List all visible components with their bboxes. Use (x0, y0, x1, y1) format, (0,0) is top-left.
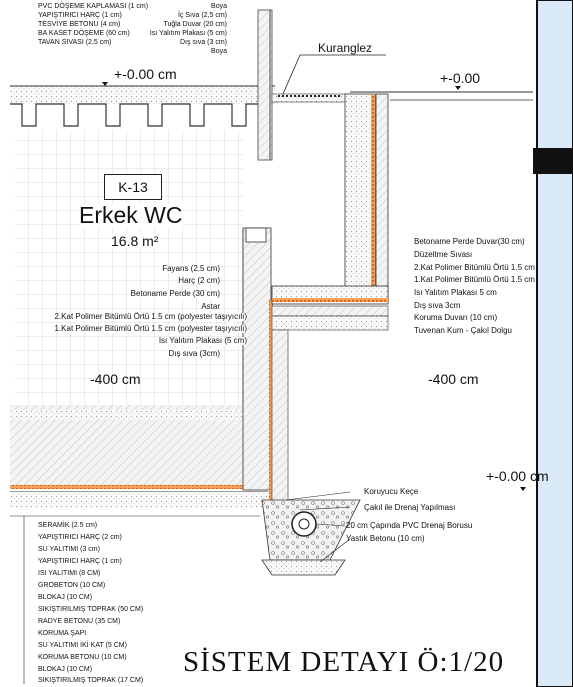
wall-right-note: 1.Kat Polimer Bitümlü Örtü 1.5 cm (414, 275, 535, 284)
floor-note: SERAMİK (2.5 cm) (38, 522, 98, 529)
drain-note: Çakıl ile Drenaj Yapılması (364, 503, 456, 512)
floor-note: ISI YALITIMI (8 CM) (38, 570, 101, 577)
top-right-note: Dış sıva (3 cm) (179, 39, 227, 46)
top-left-note: YAPIŞTIRICI HARÇ (1 cm) (38, 12, 122, 19)
level-mid-right: -400 cm (428, 371, 479, 387)
floor-note: BLOKAJ (10 CM) (38, 666, 93, 673)
top-left-note: TESVİYE BETONU (4 cm) (38, 21, 121, 28)
top-left-note: BA KASET DÖŞEME (60 cm) (38, 30, 130, 37)
floor-note: KORUMA ŞAPI (38, 630, 87, 637)
top-left-note: TAVAN SIVASI (2,5 cm) (38, 39, 112, 46)
wall-left-note: 1.Kat Polimer Bitümlü Örtü 1.5 cm (polyester taşıyıcılı) (54, 324, 247, 333)
floor-note: SIKIŞTIRILMIŞ TOPRAK (50 CM) (38, 606, 144, 613)
floor-note: SIKIŞTIRILMIŞ TOPRAK (17 CM) (38, 677, 144, 684)
wall-left-note: Fayans (2.5 cm) (162, 264, 220, 273)
floor-note: SU YALITIMI (3 cm) (38, 546, 100, 553)
top-right-note: Tuğla Duvar (20 cm) (163, 21, 227, 28)
level-top-left: +-0.00 cm (114, 66, 177, 82)
floor-note: KORUMA BETONU (10 CM) (38, 654, 127, 661)
top-right-note: Boya (211, 3, 227, 10)
drawing-title: SİSTEM DETAYI Ö:1/20 (183, 646, 505, 678)
floor-note: YAPIŞTIRICI HARÇ (1 cm) (38, 558, 122, 565)
wall-right-note: Koruma Duvarı (10 cm) (414, 313, 498, 322)
wall-left-note: Dış sıva (3cm) (168, 349, 220, 358)
floor-note: GROBETON (10 CM) (38, 582, 106, 589)
wall-left-note: Isı Yalıtım Plakası (5 cm) (158, 336, 247, 345)
wall-left-note: Harç (2 cm) (178, 276, 220, 285)
wall-left-note: 2.Kat Polimer Bitümlü Örtü 1.5 cm (polyester taşıyıcılı) (54, 312, 247, 321)
floor-note: RADYE BETONU (35 CM) (38, 618, 121, 625)
top-right-note: İç Sıva (2,5 cm) (177, 12, 227, 19)
wall-right-note: Betoname Perde Duvar(30 cm) (414, 237, 525, 246)
top-right-note: Isı Yalıtım Plakası (5 cm) (149, 30, 227, 37)
drain-note: 20 cm Çapında PVC Drenaj Borusu (346, 521, 473, 530)
room-name: Erkek WC (79, 202, 183, 228)
floor-note: SU YALITIMI İKİ KAT (5 CM) (38, 642, 127, 649)
floor-note: BLOKAJ (10 CM) (38, 594, 93, 601)
wall-right-note: Isı Yalıtım Plakası 5 cm (414, 288, 497, 297)
wall-right-note: Dış sıva 3cm (414, 301, 461, 310)
top-right-note: Boya (211, 48, 227, 55)
room-area: 16.8 m² (111, 233, 159, 249)
drain-note: Yastık Betonu (10 cm) (346, 534, 425, 543)
wall-left-note: Betoname Perde (30 cm) (130, 289, 220, 298)
floor-note: YAPIŞTIRICI HARÇ (2 cm) (38, 534, 122, 541)
wall-right-note: 2.Kat Polimer Bitümlü Örtü 1.5 cm (414, 263, 535, 272)
level-mid-left: -400 cm (90, 371, 141, 387)
wall-right-note: Düzeltme Sıvası (414, 250, 473, 259)
drain-note: Koruyucu Keçe (364, 487, 419, 496)
room-code: K-13 (104, 174, 162, 200)
top-left-note: PVC DÖŞEME KAPLAMASI (1 cm) (38, 3, 149, 10)
level-top-right: +-0.00 (440, 70, 481, 86)
wall-left-note: Astar (201, 302, 220, 311)
wall-right-note: Tuvenan Kum - Çakıl Dolgu (414, 326, 512, 335)
level-right: +-0.00 cm (486, 468, 549, 484)
kuranglez-label: Kuranglez (318, 41, 373, 55)
